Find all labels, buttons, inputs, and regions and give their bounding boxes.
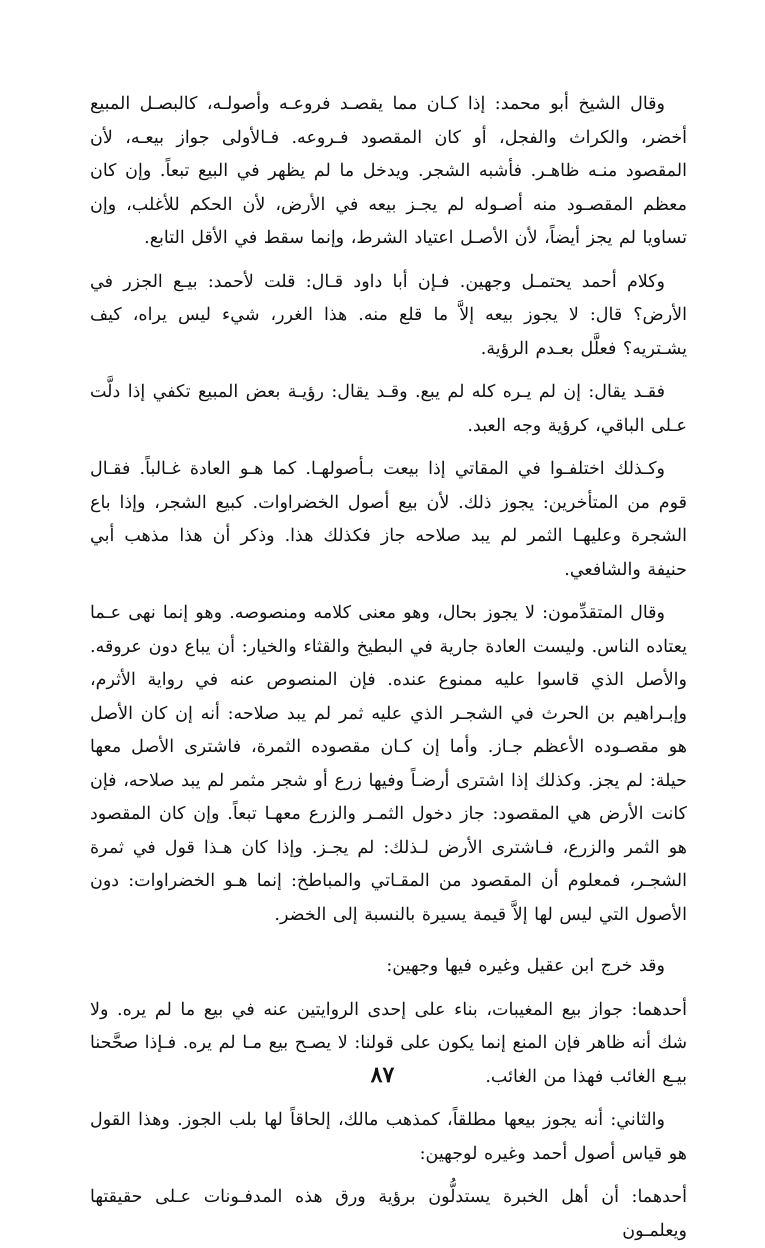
page-number: ٨٧	[370, 1062, 395, 1088]
paragraph-6: وقد خرج ابن عقيل وغيره فيها وجهين:	[386, 956, 665, 976]
paragraph-7: أحدهما: جواز بيع المغيبات، بناء على إحدى الروايتين عنه في بيع ما لم يره. ولا شك أنه ظاهر فإن المنع إنما يكون على قولنا: لا يصـح بيع مـا لم يره. فـإذا صحَّحنا بيـع الغائب فهذا من الغائب.	[90, 999, 687, 1087]
paragraph-9: أحدهما: أن أهل الخبرة يستدلُّون برؤية ورق هذه المدفـونات عـلى حقيقتها ويعلمـون	[90, 1187, 687, 1241]
paragraph-8: والثاني: أنه يجوز بيعها مطلقاً، كمذهب مالك، إلحاقاً لها بلب الجوز. وهذا القول هو قياس أصول أحمد وغيره لوجهين:	[90, 1110, 687, 1164]
paragraph-4: وكـذلك اختلفـوا في المقاتي إذا بيعت بـأصولهـا. كما هـو العادة غـالباً. فقـال قوم من المتأخرين: يجوز ذلك. لأن بيع أصول الخضراوات. كبيع الشجر، وإذا باع الشجرة وعليهـا الثمر لم يبد صلاحه جاز فكذلك هذا. وذكر أن هذا مذهب أبي حنيفة والشافعي.	[90, 459, 687, 580]
paragraph-1: وقال الشيخ أبو محمد: إذا كـان مما يقصـد فروعـه وأصولـه، كالبصـل المبيع أخضر، والكراث والفجل، أو كان المقصود فـروعه. فـالأولى جواز بيعـه، لأن المقصود منـه ظاهـر. فأشبه الشجر. ويدخل ما لم يظهر في البيع تبعاً. وإن كان معظم المقصـود منه أصـوله لم يجـز بيعه في الأرض، لأن الحكم للأغلب، وإن تساويا لم يجز أيضاً، لأن الأصـل اعتياد الشرط، وإنما سقط في الأقل التابع.	[90, 94, 687, 248]
paragraph-2: وكلام أحمد يحتمـل وجهين. فـإن أبا داود قـال: قلت لأحمد: بيـع الجزر في الأرض؟ قال: لا يجوز بيعه إلاَّ ما قلع منه. هذا الغرر، شيء ليس يراه، كيف يشـتريه؟ فعلَّل بعـدم الرؤية.	[90, 271, 687, 359]
paragraph-5: وقال المتقدِّمون: لا يجوز بحال، وهو معنى كلامه ومنصوصه. وهو إنما نهى عـما يعتاده الناس. وليست العادة جارية في البطيخ والقثاء والخيار: أن يباع دون عروقه. والأصل الذي قاسوا عليه ممنوع عنده. فإن المنصوص عنه في رواية الأثرم، وإبـراهيم بن الحرث في الشجـر الذي عليه ثمر لم يبد صلاحه: أنه إن كان الأصل هو مقصـوده الأعظم جـاز. وأما إن كـان مقصوده الثمرة، فاشترى الأصل معها حيلة: لم يجز. وكذلك إذا اشترى أرضـاً وفيها زرع أو شجر مثمر لم يبد صلاحه، فإن كانت الأرض هي المقصود: جاز دخول الثمـر والزرع معهـا تبعاً. وإن كان المقصود هو الثمر والزرع، فـاشترى الأرض لـذلك: لم يجـز. وإذا كان هـذا قول في ثمرة الشجـر، فمعلوم أن المقصود من المقـاتي والمباطخ: إنما هـو الخضراوات: دون الأصول التي ليس لها إلاَّ قيمة يسيرة بالنسبة إلى الخضر.	[90, 603, 687, 925]
paragraph-3: فقـد يقال: إن لم يـره كله لم يبع. وقـد يقال: رؤيـة بعض المبيع تكفي إذا دلَّت عـلى الباقي، كرؤية وجه العبد.	[90, 382, 687, 436]
